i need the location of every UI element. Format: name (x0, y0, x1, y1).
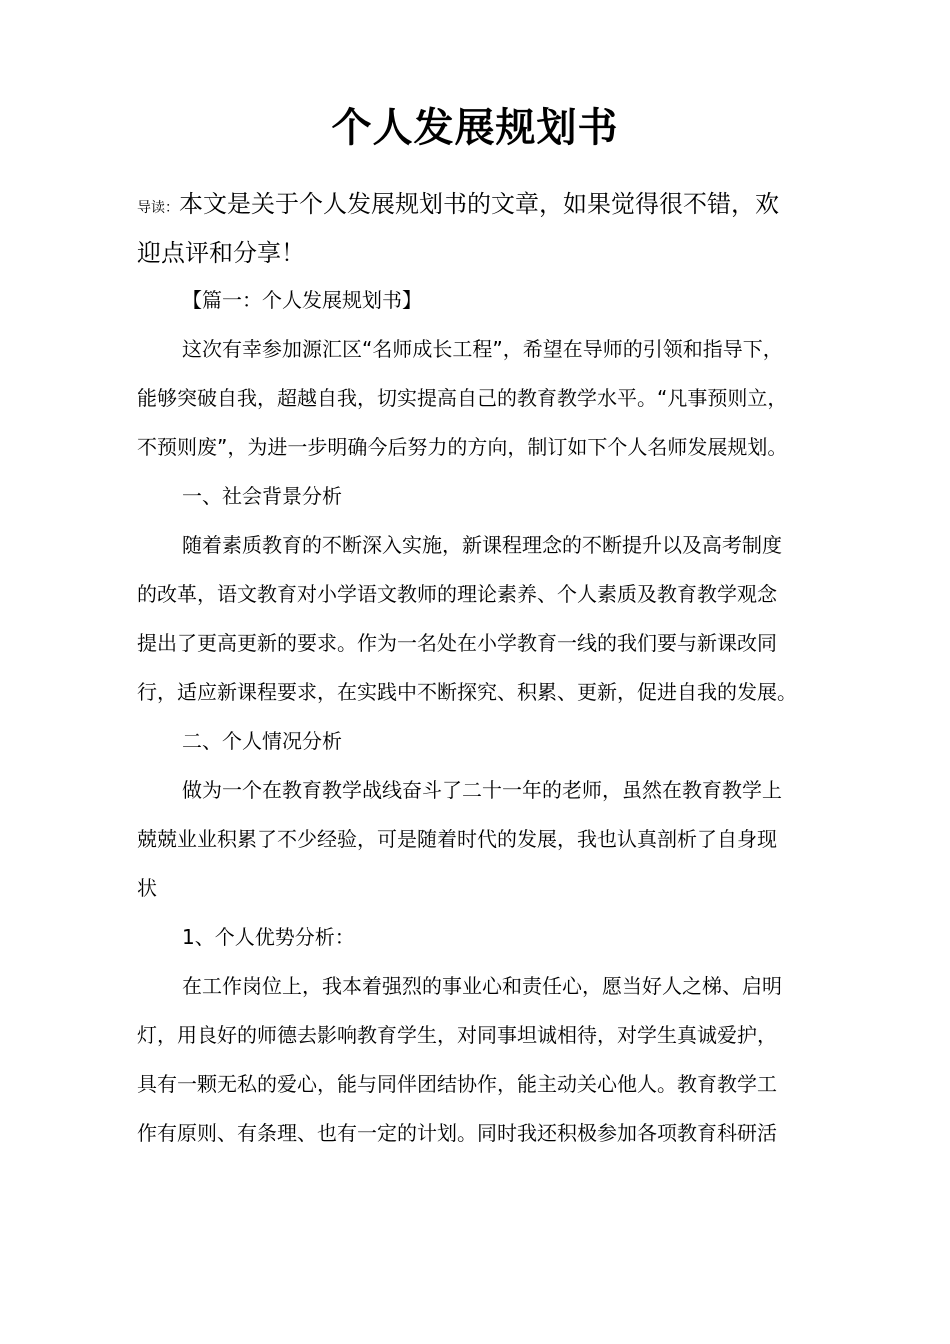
paragraph-line: 状 (137, 876, 157, 900)
intro-text-1: 本文是关于个人发展规划书的文章，如果觉得很不错，欢 (179, 190, 779, 218)
paragraph-line: 作有原则、有条理、也有一定的计划。同时我还积极参加各项教育科研活 (137, 1121, 777, 1145)
paragraph-line: 灯，用良好的师德去影响教育学生，对同事坦诚相待，对学生真诚爱护， (137, 1023, 777, 1047)
paragraph-line: 做为一个在教育教学战线奋斗了二十一年的老师，虽然在教育教学上 (182, 778, 782, 802)
paragraph-line: 这次有幸参加源汇区“名师成长工程”，希望在导师的引领和指导下， (182, 337, 783, 361)
intro-line-2: 迎点评和分享！ (137, 239, 305, 267)
paragraph-line: 具有一颗无私的爱心，能与同伴团结协作，能主动关心他人。教育教学工 (137, 1072, 777, 1096)
paragraph-line: 在工作岗位上，我本着强烈的事业心和责任心，愿当好人之梯、启明 (182, 974, 782, 998)
paragraph-line: 的改革，语文教育对小学语文教师的理论素养、个人素质及教育教学观念 (137, 582, 777, 606)
document-body (137, 276, 837, 1158)
paragraph-line: 能够突破自我，超越自我，切实提高自己的教育教学水平。“凡事预则立， (137, 386, 788, 410)
paragraph-line: 随着素质教育的不断深入实施，新课程理念的不断提升以及高考制度 (182, 533, 782, 557)
paragraph-line: 行，适应新课程要求，在实践中不断探究、积累、更新，促进自我的发展。 (137, 680, 797, 704)
paragraph-line: 不预则废”，为进一步明确今后努力的方向，制订如下个人名师发展规划。 (137, 435, 788, 459)
document-title: 个人发展规划书 (331, 105, 619, 151)
intro-paragraph (137, 180, 827, 278)
paragraph-line: 提出了更高更新的要求。作为一名处在小学教育一线的我们要与新课改同 (137, 631, 777, 655)
intro-lead-label: 导读： (137, 200, 179, 216)
subsection-heading-strengths: 1、个人优势分析： (182, 925, 355, 949)
paragraph-line: 兢兢业业积累了不少经验，可是随着时代的发展，我也认真剖析了自身现 (137, 827, 777, 851)
section-heading-part-one: 【篇一：个人发展规划书】 (182, 288, 422, 312)
intro-line-1 (137, 180, 827, 229)
section-heading-personal-situation: 二、个人情况分析 (182, 729, 342, 753)
section-heading-social-background: 一、社会背景分析 (182, 484, 342, 508)
